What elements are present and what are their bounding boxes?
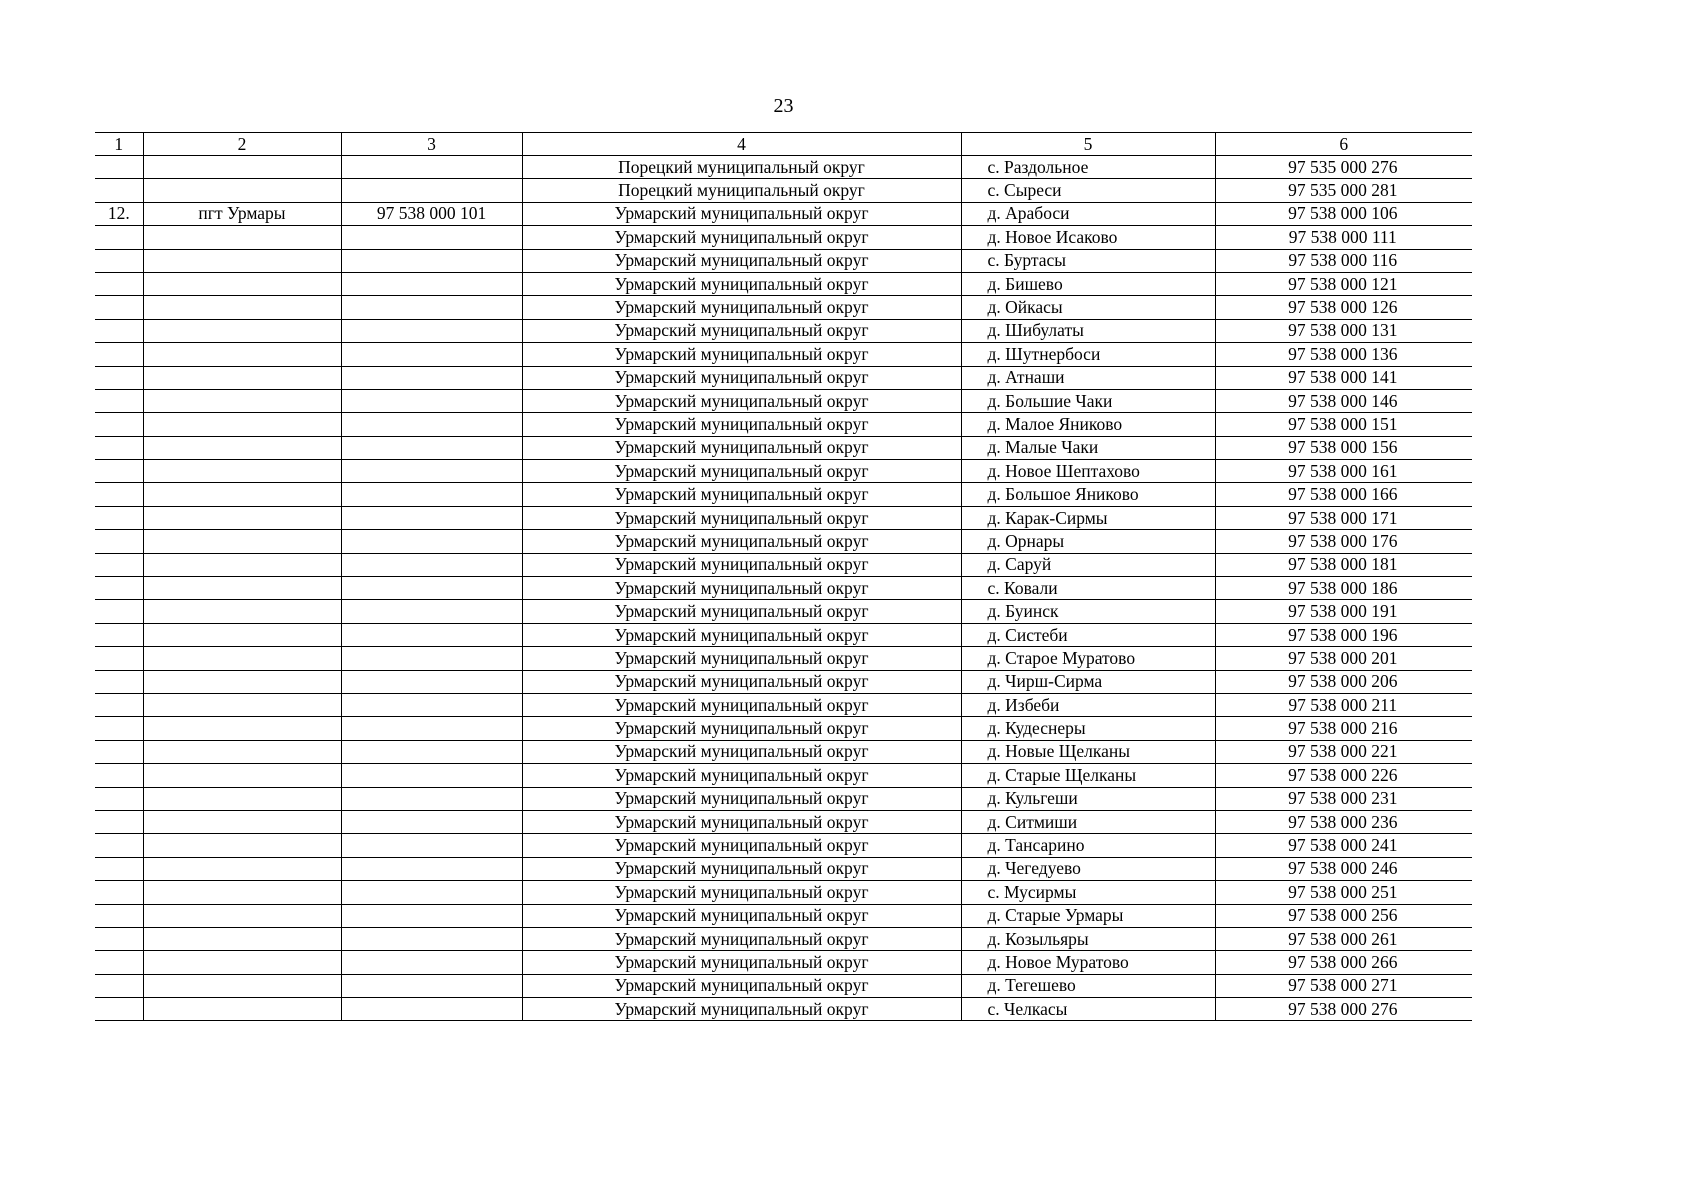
row-number-cell xyxy=(95,810,143,833)
table-row xyxy=(95,670,1472,693)
locality-code-cell: 97 538 000 246 xyxy=(1215,857,1472,880)
locality-code-cell: 97 538 000 171 xyxy=(1215,506,1472,529)
locality-code-cell: 97 538 000 216 xyxy=(1215,717,1472,740)
row-number-cell xyxy=(95,974,143,997)
locality-code-cell: 97 538 000 241 xyxy=(1215,834,1472,857)
municipal-district-cell: Урмарский муниципальный округ xyxy=(522,834,961,857)
settlement-name-cell xyxy=(143,530,341,553)
municipal-district-cell: Урмарский муниципальный округ xyxy=(522,366,961,389)
row-number-cell xyxy=(95,834,143,857)
locality-name-cell: д. Козыльяры xyxy=(961,927,1215,950)
municipal-district-cell: Урмарский муниципальный округ xyxy=(522,577,961,600)
locality-code-cell: 97 538 000 271 xyxy=(1215,974,1472,997)
locality-code-cell: 97 538 000 231 xyxy=(1215,787,1472,810)
table-body xyxy=(95,156,1472,1021)
locality-name-cell: д. Ойкасы xyxy=(961,296,1215,319)
locality-code-cell: 97 538 000 131 xyxy=(1215,319,1472,342)
row-number-cell xyxy=(95,389,143,412)
row-number-cell xyxy=(95,343,143,366)
settlement-name-cell xyxy=(143,156,341,179)
settlement-name-cell xyxy=(143,436,341,459)
locality-name-cell: д. Чирш-Сирма xyxy=(961,670,1215,693)
settlement-name-cell xyxy=(143,998,341,1021)
locality-name-cell: с. Ковали xyxy=(961,577,1215,600)
municipal-district-cell: Урмарский муниципальный округ xyxy=(522,717,961,740)
municipal-district-cell: Урмарский муниципальный округ xyxy=(522,530,961,553)
settlement-name-cell xyxy=(143,366,341,389)
table-row xyxy=(95,436,1472,459)
municipal-district-cell: Порецкий муниципальный округ xyxy=(522,179,961,202)
locality-code-cell: 97 538 000 121 xyxy=(1215,272,1472,295)
row-number-cell xyxy=(95,951,143,974)
table-row xyxy=(95,740,1472,763)
settlement-name-cell xyxy=(143,904,341,927)
row-number-cell xyxy=(95,530,143,553)
row-number-cell xyxy=(95,717,143,740)
table-row xyxy=(95,764,1472,787)
locality-code-cell: 97 538 000 206 xyxy=(1215,670,1472,693)
table-row xyxy=(95,623,1472,646)
table-row xyxy=(95,319,1472,342)
settlement-code-cell xyxy=(341,179,522,202)
settlement-code-cell xyxy=(341,389,522,412)
table-row xyxy=(95,156,1472,179)
locality-name-cell: д. Саруй xyxy=(961,553,1215,576)
settlement-name-cell xyxy=(143,272,341,295)
table-row xyxy=(95,647,1472,670)
settlement-name-cell xyxy=(143,249,341,272)
table-row xyxy=(95,296,1472,319)
table-row xyxy=(95,904,1472,927)
settlement-code-cell xyxy=(341,670,522,693)
row-number-cell xyxy=(95,553,143,576)
row-number-cell xyxy=(95,226,143,249)
row-number-cell xyxy=(95,179,143,202)
settlement-name-cell xyxy=(143,974,341,997)
settlement-code-cell xyxy=(341,226,522,249)
locality-name-cell: д. Карак-Сирмы xyxy=(961,506,1215,529)
settlement-code-cell xyxy=(341,156,522,179)
locality-code-cell: 97 538 000 136 xyxy=(1215,343,1472,366)
row-number-cell xyxy=(95,998,143,1021)
settlement-name-cell xyxy=(143,343,341,366)
locality-code-cell: 97 538 000 261 xyxy=(1215,927,1472,950)
settlement-code-cell xyxy=(341,810,522,833)
settlement-code-cell xyxy=(341,413,522,436)
column-header: 5 xyxy=(961,133,1215,156)
locality-code-cell: 97 538 000 166 xyxy=(1215,483,1472,506)
locality-name-cell: д. Кудеснеры xyxy=(961,717,1215,740)
table-row xyxy=(95,834,1472,857)
settlement-code-cell xyxy=(341,857,522,880)
row-number-cell xyxy=(95,413,143,436)
table-row xyxy=(95,974,1472,997)
locality-code-cell: 97 538 000 116 xyxy=(1215,249,1472,272)
table-row xyxy=(95,506,1472,529)
table-row xyxy=(95,927,1472,950)
locality-name-cell: д. Новое Шептахово xyxy=(961,460,1215,483)
municipal-district-cell: Урмарский муниципальный округ xyxy=(522,670,961,693)
settlement-name-cell xyxy=(143,787,341,810)
locality-name-cell: д. Старые Урмары xyxy=(961,904,1215,927)
settlement-code-cell: 97 538 000 101 xyxy=(341,202,522,225)
row-number-cell xyxy=(95,483,143,506)
municipal-district-cell: Урмарский муниципальный округ xyxy=(522,787,961,810)
table-row xyxy=(95,226,1472,249)
settlement-name-cell xyxy=(143,834,341,857)
locality-code-cell: 97 538 000 211 xyxy=(1215,693,1472,716)
row-number-cell xyxy=(95,787,143,810)
row-number-cell xyxy=(95,600,143,623)
locality-name-cell: д. Арабоси xyxy=(961,202,1215,225)
table-row xyxy=(95,249,1472,272)
table-row xyxy=(95,810,1472,833)
settlement-name-cell xyxy=(143,460,341,483)
locality-name-cell: д. Старые Щелканы xyxy=(961,764,1215,787)
table-row xyxy=(95,202,1472,225)
municipal-district-cell: Урмарский муниципальный округ xyxy=(522,413,961,436)
locality-code-cell: 97 535 000 281 xyxy=(1215,179,1472,202)
municipal-district-cell: Урмарский муниципальный округ xyxy=(522,881,961,904)
municipal-district-cell: Урмарский муниципальный округ xyxy=(522,483,961,506)
locality-code-cell: 97 538 000 196 xyxy=(1215,623,1472,646)
settlement-name-cell xyxy=(143,764,341,787)
locality-code-cell: 97 538 000 191 xyxy=(1215,600,1472,623)
locality-code-cell: 97 538 000 141 xyxy=(1215,366,1472,389)
settlement-name-cell xyxy=(143,857,341,880)
table-row xyxy=(95,366,1472,389)
municipal-district-cell: Урмарский муниципальный округ xyxy=(522,226,961,249)
settlement-code-cell xyxy=(341,904,522,927)
settlement-code-cell xyxy=(341,530,522,553)
settlement-name-cell xyxy=(143,319,341,342)
table-row xyxy=(95,577,1472,600)
settlement-name-cell xyxy=(143,927,341,950)
settlement-code-cell xyxy=(341,296,522,319)
municipal-district-cell: Урмарский муниципальный округ xyxy=(522,202,961,225)
locality-code-cell: 97 538 000 221 xyxy=(1215,740,1472,763)
settlement-code-cell xyxy=(341,998,522,1021)
locality-name-cell: д. Шибулаты xyxy=(961,319,1215,342)
row-number-cell xyxy=(95,670,143,693)
locality-name-cell: д. Новое Исаково xyxy=(961,226,1215,249)
settlement-code-cell xyxy=(341,506,522,529)
municipal-district-cell: Урмарский муниципальный округ xyxy=(522,647,961,670)
settlement-code-cell xyxy=(341,717,522,740)
settlement-name-cell xyxy=(143,810,341,833)
table-header xyxy=(95,133,1472,156)
settlement-code-cell xyxy=(341,647,522,670)
locality-name-cell: с. Буртасы xyxy=(961,249,1215,272)
municipal-district-cell: Урмарский муниципальный округ xyxy=(522,506,961,529)
locality-code-cell: 97 538 000 181 xyxy=(1215,553,1472,576)
table-row xyxy=(95,389,1472,412)
column-header: 3 xyxy=(341,133,522,156)
row-number-cell xyxy=(95,506,143,529)
locality-name-cell: д. Тансарино xyxy=(961,834,1215,857)
municipal-district-cell: Урмарский муниципальный округ xyxy=(522,343,961,366)
settlement-code-cell xyxy=(341,764,522,787)
locality-name-cell: с. Мусирмы xyxy=(961,881,1215,904)
row-number-cell xyxy=(95,693,143,716)
municipal-district-cell: Урмарский муниципальный округ xyxy=(522,389,961,412)
settlement-name-cell: пгт Урмары xyxy=(143,202,341,225)
locality-name-cell: д. Чегедуево xyxy=(961,857,1215,880)
column-header: 1 xyxy=(95,133,143,156)
row-number-cell xyxy=(95,156,143,179)
page-number: 23 xyxy=(773,95,794,117)
settlement-code-cell xyxy=(341,881,522,904)
locality-code-cell: 97 535 000 276 xyxy=(1215,156,1472,179)
locality-code-cell: 97 538 000 146 xyxy=(1215,389,1472,412)
settlement-code-cell xyxy=(341,693,522,716)
settlement-code-cell xyxy=(341,577,522,600)
table-row xyxy=(95,951,1472,974)
locality-code-cell: 97 538 000 161 xyxy=(1215,460,1472,483)
settlement-code-cell xyxy=(341,436,522,459)
row-number-cell xyxy=(95,460,143,483)
municipal-district-cell: Урмарский муниципальный округ xyxy=(522,460,961,483)
settlement-code-cell xyxy=(341,951,522,974)
locality-code-cell: 97 538 000 151 xyxy=(1215,413,1472,436)
municipal-district-cell: Урмарский муниципальный округ xyxy=(522,904,961,927)
settlement-code-cell xyxy=(341,460,522,483)
table-row xyxy=(95,553,1472,576)
row-number-cell xyxy=(95,927,143,950)
settlement-code-cell xyxy=(341,600,522,623)
table-row xyxy=(95,881,1472,904)
locality-code-cell: 97 538 000 176 xyxy=(1215,530,1472,553)
table-row xyxy=(95,530,1472,553)
municipal-district-cell: Урмарский муниципальный округ xyxy=(522,623,961,646)
table-row xyxy=(95,272,1472,295)
locality-name-cell: д. Кульгеши xyxy=(961,787,1215,810)
table-row xyxy=(95,600,1472,623)
settlement-code-cell xyxy=(341,553,522,576)
settlement-code-cell xyxy=(341,834,522,857)
municipal-district-cell: Урмарский муниципальный округ xyxy=(522,296,961,319)
row-number-cell xyxy=(95,740,143,763)
settlement-name-cell xyxy=(143,179,341,202)
locality-name-cell: д. Тегешево xyxy=(961,974,1215,997)
row-number-cell xyxy=(95,296,143,319)
settlement-name-cell xyxy=(143,693,341,716)
column-header: 6 xyxy=(1215,133,1472,156)
locality-name-cell: с. Сыреси xyxy=(961,179,1215,202)
locality-name-cell: д. Орнары xyxy=(961,530,1215,553)
locality-code-cell: 97 538 000 126 xyxy=(1215,296,1472,319)
locality-name-cell: д. Буинск xyxy=(961,600,1215,623)
column-header: 2 xyxy=(143,133,341,156)
municipal-district-cell: Урмарский муниципальный округ xyxy=(522,810,961,833)
locality-name-cell: д. Шутнербоси xyxy=(961,343,1215,366)
settlement-code-cell xyxy=(341,249,522,272)
municipal-district-cell: Урмарский муниципальный округ xyxy=(522,272,961,295)
municipal-district-cell: Урмарский муниципальный округ xyxy=(522,764,961,787)
settlement-code-cell xyxy=(341,319,522,342)
locality-name-cell: д. Избеби xyxy=(961,693,1215,716)
table-row xyxy=(95,998,1472,1021)
settlement-code-cell xyxy=(341,974,522,997)
locality-code-cell: 97 538 000 256 xyxy=(1215,904,1472,927)
settlement-code-cell xyxy=(341,623,522,646)
table-row xyxy=(95,179,1472,202)
locality-name-cell: д. Большие Чаки xyxy=(961,389,1215,412)
municipal-district-cell: Урмарский муниципальный округ xyxy=(522,600,961,623)
settlement-name-cell xyxy=(143,413,341,436)
municipal-district-cell: Порецкий муниципальный округ xyxy=(522,156,961,179)
settlement-name-cell xyxy=(143,389,341,412)
row-number-cell xyxy=(95,764,143,787)
locality-name-cell: д. Большое Яниково xyxy=(961,483,1215,506)
locality-name-cell: д. Ситмиши xyxy=(961,810,1215,833)
municipal-district-cell: Урмарский муниципальный округ xyxy=(522,249,961,272)
municipal-district-cell: Урмарский муниципальный округ xyxy=(522,951,961,974)
locality-name-cell: с. Раздольное xyxy=(961,156,1215,179)
municipal-district-cell: Урмарский муниципальный округ xyxy=(522,693,961,716)
row-number-cell xyxy=(95,577,143,600)
settlement-name-cell xyxy=(143,553,341,576)
table-row xyxy=(95,483,1472,506)
locality-code-cell: 97 538 000 276 xyxy=(1215,998,1472,1021)
settlement-code-cell xyxy=(341,787,522,810)
table-row xyxy=(95,343,1472,366)
settlement-name-cell xyxy=(143,647,341,670)
table-row xyxy=(95,460,1472,483)
municipal-district-cell: Урмарский муниципальный округ xyxy=(522,974,961,997)
municipal-district-cell: Урмарский муниципальный округ xyxy=(522,857,961,880)
municipal-district-cell: Урмарский муниципальный округ xyxy=(522,740,961,763)
row-number-cell xyxy=(95,366,143,389)
locality-name-cell: д. Старое Муратово xyxy=(961,647,1215,670)
settlements-table xyxy=(95,132,1472,1021)
settlement-name-cell xyxy=(143,226,341,249)
locality-code-cell: 97 538 000 111 xyxy=(1215,226,1472,249)
municipal-district-cell: Урмарский муниципальный округ xyxy=(522,998,961,1021)
locality-code-cell: 97 538 000 106 xyxy=(1215,202,1472,225)
locality-code-cell: 97 538 000 266 xyxy=(1215,951,1472,974)
locality-name-cell: д. Атнаши xyxy=(961,366,1215,389)
locality-code-cell: 97 538 000 186 xyxy=(1215,577,1472,600)
row-number-cell xyxy=(95,904,143,927)
settlement-code-cell xyxy=(341,343,522,366)
table-row xyxy=(95,693,1472,716)
row-number-cell xyxy=(95,647,143,670)
settlement-name-cell xyxy=(143,483,341,506)
table-row xyxy=(95,717,1472,740)
settlement-name-cell xyxy=(143,740,341,763)
settlement-code-cell xyxy=(341,366,522,389)
settlement-name-cell xyxy=(143,577,341,600)
locality-name-cell: с. Челкасы xyxy=(961,998,1215,1021)
municipal-district-cell: Урмарский муниципальный округ xyxy=(522,436,961,459)
settlement-code-cell xyxy=(341,927,522,950)
row-number-cell xyxy=(95,881,143,904)
municipal-district-cell: Урмарский муниципальный округ xyxy=(522,927,961,950)
locality-code-cell: 97 538 000 156 xyxy=(1215,436,1472,459)
column-header: 4 xyxy=(522,133,961,156)
settlement-name-cell xyxy=(143,717,341,740)
column-number-row xyxy=(95,133,1472,156)
settlement-name-cell xyxy=(143,506,341,529)
locality-name-cell: д. Новые Щелканы xyxy=(961,740,1215,763)
locality-name-cell: д. Бишево xyxy=(961,272,1215,295)
settlement-name-cell xyxy=(143,951,341,974)
municipal-district-cell: Урмарский муниципальный округ xyxy=(522,319,961,342)
row-number-cell xyxy=(95,857,143,880)
locality-code-cell: 97 538 000 251 xyxy=(1215,881,1472,904)
row-number-cell xyxy=(95,319,143,342)
table-row xyxy=(95,857,1472,880)
row-number-cell xyxy=(95,623,143,646)
locality-code-cell: 97 538 000 226 xyxy=(1215,764,1472,787)
settlement-code-cell xyxy=(341,740,522,763)
locality-name-cell: д. Малое Яниково xyxy=(961,413,1215,436)
locality-name-cell: д. Систеби xyxy=(961,623,1215,646)
settlement-name-cell xyxy=(143,296,341,319)
table-row xyxy=(95,413,1472,436)
settlement-name-cell xyxy=(143,670,341,693)
locality-name-cell: д. Малые Чаки xyxy=(961,436,1215,459)
locality-code-cell: 97 538 000 236 xyxy=(1215,810,1472,833)
row-number-cell xyxy=(95,272,143,295)
locality-code-cell: 97 538 000 201 xyxy=(1215,647,1472,670)
locality-name-cell: д. Новое Муратово xyxy=(961,951,1215,974)
table-row xyxy=(95,787,1472,810)
settlement-code-cell xyxy=(341,272,522,295)
settlement-name-cell xyxy=(143,623,341,646)
row-number-cell xyxy=(95,436,143,459)
settlement-name-cell xyxy=(143,600,341,623)
row-number-cell: 12. xyxy=(95,202,143,225)
row-number-cell xyxy=(95,249,143,272)
municipal-district-cell: Урмарский муниципальный округ xyxy=(522,553,961,576)
settlement-name-cell xyxy=(143,881,341,904)
settlement-code-cell xyxy=(341,483,522,506)
